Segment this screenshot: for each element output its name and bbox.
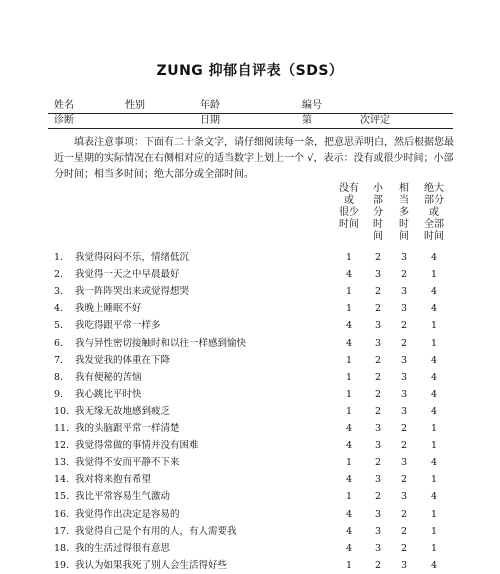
item-text: 我觉得自己是个有用的人，有人需要我 xyxy=(75,525,237,537)
score-option[interactable]: 3 xyxy=(374,440,382,452)
score-option[interactable]: 2 xyxy=(400,320,408,332)
score-option[interactable]: 1 xyxy=(345,354,353,366)
score-option[interactable]: 4 xyxy=(430,252,438,263)
item-text: 我认为如果我死了别人会生活得好些 xyxy=(75,559,228,571)
item-number: 14. xyxy=(54,474,70,486)
score-option[interactable]: 3 xyxy=(374,508,382,520)
score-option[interactable]: 3 xyxy=(400,559,408,571)
item-text: 我觉得常做的事情并没有困难 xyxy=(75,440,199,452)
score-option[interactable]: 1 xyxy=(430,542,438,554)
score-option[interactable]: 4 xyxy=(430,559,438,571)
item-number: 6. xyxy=(54,337,64,349)
item-number: 4. xyxy=(54,303,64,315)
score-option[interactable]: 2 xyxy=(400,337,408,349)
score-option[interactable]: 4 xyxy=(345,423,353,434)
item-number: 12. xyxy=(54,440,70,452)
item-text: 我的头脑跟平常一样清楚 xyxy=(75,423,180,434)
date-label: 日期 xyxy=(200,115,220,126)
score-option[interactable]: 4 xyxy=(345,440,353,452)
score-option[interactable]: 3 xyxy=(400,286,408,298)
info-divider-top xyxy=(48,113,453,114)
score-option[interactable]: 4 xyxy=(430,303,438,315)
score-option[interactable]: 2 xyxy=(374,457,382,469)
session-prefix-label: 第 xyxy=(302,115,312,126)
score-option[interactable]: 2 xyxy=(374,286,382,298)
item-text: 我的生活过得很有意思 xyxy=(75,542,171,554)
list-item xyxy=(0,352,500,369)
score-option[interactable]: 2 xyxy=(400,508,408,520)
score-option[interactable]: 1 xyxy=(345,457,353,469)
list-item xyxy=(0,335,500,352)
column-header-rarely: 没有 或 很少 时间 xyxy=(339,183,359,230)
item-text: 我有便秘的苦恼 xyxy=(75,371,142,383)
score-option[interactable]: 1 xyxy=(345,559,353,571)
score-option[interactable]: 1 xyxy=(430,269,438,281)
score-option[interactable]: 2 xyxy=(374,388,382,400)
score-option[interactable]: 4 xyxy=(430,371,438,383)
item-number: 13. xyxy=(54,457,70,469)
score-option[interactable]: 2 xyxy=(400,440,408,452)
item-number: 17. xyxy=(54,525,70,537)
item-number: 10. xyxy=(54,405,70,417)
list-item xyxy=(0,437,500,454)
score-option[interactable]: 1 xyxy=(430,320,438,332)
score-option[interactable]: 2 xyxy=(374,252,382,263)
score-option[interactable]: 4 xyxy=(430,457,438,469)
score-option[interactable]: 1 xyxy=(345,371,353,383)
list-item xyxy=(0,283,500,300)
score-option[interactable]: 1 xyxy=(345,303,353,315)
name-label: 姓名 xyxy=(54,100,74,111)
item-number: 2. xyxy=(54,269,64,281)
list-item xyxy=(0,557,500,574)
list-item xyxy=(0,386,500,403)
score-option[interactable]: 3 xyxy=(400,388,408,400)
list-item xyxy=(0,506,500,523)
list-item xyxy=(0,540,500,557)
item-number: 9. xyxy=(54,388,64,400)
score-option[interactable]: 2 xyxy=(400,542,408,554)
item-text: 我晚上睡眠不好 xyxy=(75,303,142,315)
score-option[interactable]: 3 xyxy=(374,525,382,537)
item-text: 我吃得跟平常一样多 xyxy=(75,320,161,332)
info-divider-bottom xyxy=(48,128,453,129)
score-option[interactable]: 3 xyxy=(400,491,408,503)
score-option[interactable]: 2 xyxy=(400,269,408,281)
score-option[interactable]: 1 xyxy=(430,525,438,537)
score-option[interactable]: 3 xyxy=(400,405,408,417)
score-option[interactable]: 3 xyxy=(374,474,382,486)
item-number: 5. xyxy=(54,320,64,332)
score-option[interactable]: 4 xyxy=(345,320,353,332)
form-title: ZUNG 抑郁自评表（SDS） xyxy=(156,63,344,79)
list-item xyxy=(0,403,500,420)
score-option[interactable]: 4 xyxy=(430,388,438,400)
score-option[interactable]: 4 xyxy=(430,286,438,298)
score-option[interactable]: 3 xyxy=(400,252,408,263)
score-option[interactable]: 1 xyxy=(430,474,438,486)
score-option[interactable]: 4 xyxy=(345,474,353,486)
score-option[interactable]: 1 xyxy=(430,440,438,452)
score-option[interactable]: 2 xyxy=(400,525,408,537)
item-number: 3. xyxy=(54,286,64,298)
score-option[interactable]: 2 xyxy=(374,354,382,366)
item-number: 1. xyxy=(54,252,64,263)
item-text: 我觉得作出决定是容易的 xyxy=(75,508,180,520)
score-option[interactable]: 4 xyxy=(430,491,438,503)
score-option[interactable]: 3 xyxy=(374,542,382,554)
session-suffix-label: 次评定 xyxy=(360,115,390,126)
score-option[interactable]: 2 xyxy=(374,371,382,383)
list-item xyxy=(0,454,500,471)
number-label: 编号 xyxy=(302,100,322,111)
score-option[interactable]: 4 xyxy=(430,405,438,417)
score-option[interactable]: 3 xyxy=(374,337,382,349)
item-text: 我觉得一天之中早晨最好 xyxy=(75,269,180,281)
item-number: 8. xyxy=(54,371,64,383)
score-option[interactable]: 2 xyxy=(374,303,382,315)
list-item xyxy=(0,317,500,334)
score-option[interactable]: 2 xyxy=(400,474,408,486)
score-option[interactable]: 3 xyxy=(374,320,382,332)
score-option[interactable]: 4 xyxy=(345,508,353,520)
gender-label: 性别 xyxy=(125,100,145,111)
item-number: 7. xyxy=(54,354,64,366)
score-option[interactable]: 3 xyxy=(374,269,382,281)
score-option[interactable]: 3 xyxy=(374,423,382,434)
score-option[interactable]: 4 xyxy=(430,354,438,366)
item-number: 18. xyxy=(54,542,70,554)
item-text: 我无缘无故地感到疲乏 xyxy=(75,405,171,417)
score-option[interactable]: 4 xyxy=(345,269,353,281)
score-option[interactable]: 3 xyxy=(400,354,408,366)
score-option[interactable]: 2 xyxy=(374,559,382,571)
column-header-most-time: 绝大 部分 或 全部 时间 xyxy=(424,183,444,242)
item-text: 我与异性密切接触时和以往一样感到愉快 xyxy=(75,337,247,349)
column-header-good-part: 相 当 多 时 间 xyxy=(399,183,409,242)
score-option[interactable]: 3 xyxy=(400,457,408,469)
item-text: 我发觉我的体重在下降 xyxy=(75,354,171,366)
item-number: 19. xyxy=(54,559,70,571)
score-option[interactable]: 1 xyxy=(345,388,353,400)
item-number: 11. xyxy=(54,423,70,434)
item-text: 我对将来抱有希望 xyxy=(75,474,152,486)
list-item xyxy=(0,471,500,488)
score-option[interactable]: 1 xyxy=(345,286,353,298)
item-text: 我觉得不安而平静不下来 xyxy=(75,457,180,469)
score-option[interactable]: 3 xyxy=(400,371,408,383)
item-number: 16. xyxy=(54,508,70,520)
item-text: 我比平常容易生气激动 xyxy=(75,491,171,503)
score-option[interactable]: 1 xyxy=(430,508,438,520)
score-option[interactable]: 1 xyxy=(430,337,438,349)
score-option[interactable]: 2 xyxy=(374,491,382,503)
score-option[interactable]: 1 xyxy=(345,252,353,263)
list-item xyxy=(0,523,500,540)
list-item xyxy=(0,300,500,317)
score-option[interactable]: 4 xyxy=(345,542,353,554)
list-item xyxy=(0,266,500,283)
score-option[interactable]: 2 xyxy=(400,423,408,434)
score-option[interactable]: 1 xyxy=(345,405,353,417)
item-text: 我心跳比平时快 xyxy=(75,388,142,400)
diagnosis-label: 诊断 xyxy=(54,115,74,126)
list-item xyxy=(0,488,500,505)
score-option[interactable]: 1 xyxy=(430,423,438,434)
score-option[interactable]: 3 xyxy=(400,303,408,315)
list-item xyxy=(0,369,500,386)
score-option[interactable]: 4 xyxy=(345,337,353,349)
score-option[interactable]: 4 xyxy=(345,525,353,537)
score-option[interactable]: 1 xyxy=(345,491,353,503)
column-header-some-time: 小 部 分 时 间 xyxy=(373,183,383,242)
score-option[interactable]: 2 xyxy=(374,405,382,417)
item-text: 我觉得闷闷不乐，情绪低沉 xyxy=(75,252,190,263)
item-number: 15. xyxy=(54,491,70,503)
instructions-text: 填表注意事项：下面有二十条文字，请仔细阅读每一条，把意思弄明白，然后根据您最近一星期的实际情况在右侧相对应的适当数字上划上一个 √，表示：没有或很少时间；小部分时间；相当多时间；绝大部分或全部时间。 xyxy=(54,137,454,180)
list-item xyxy=(0,420,500,437)
list-item xyxy=(0,249,500,266)
item-text: 我一阵阵哭出来或觉得想哭 xyxy=(75,286,190,298)
age-label: 年龄 xyxy=(200,100,220,111)
